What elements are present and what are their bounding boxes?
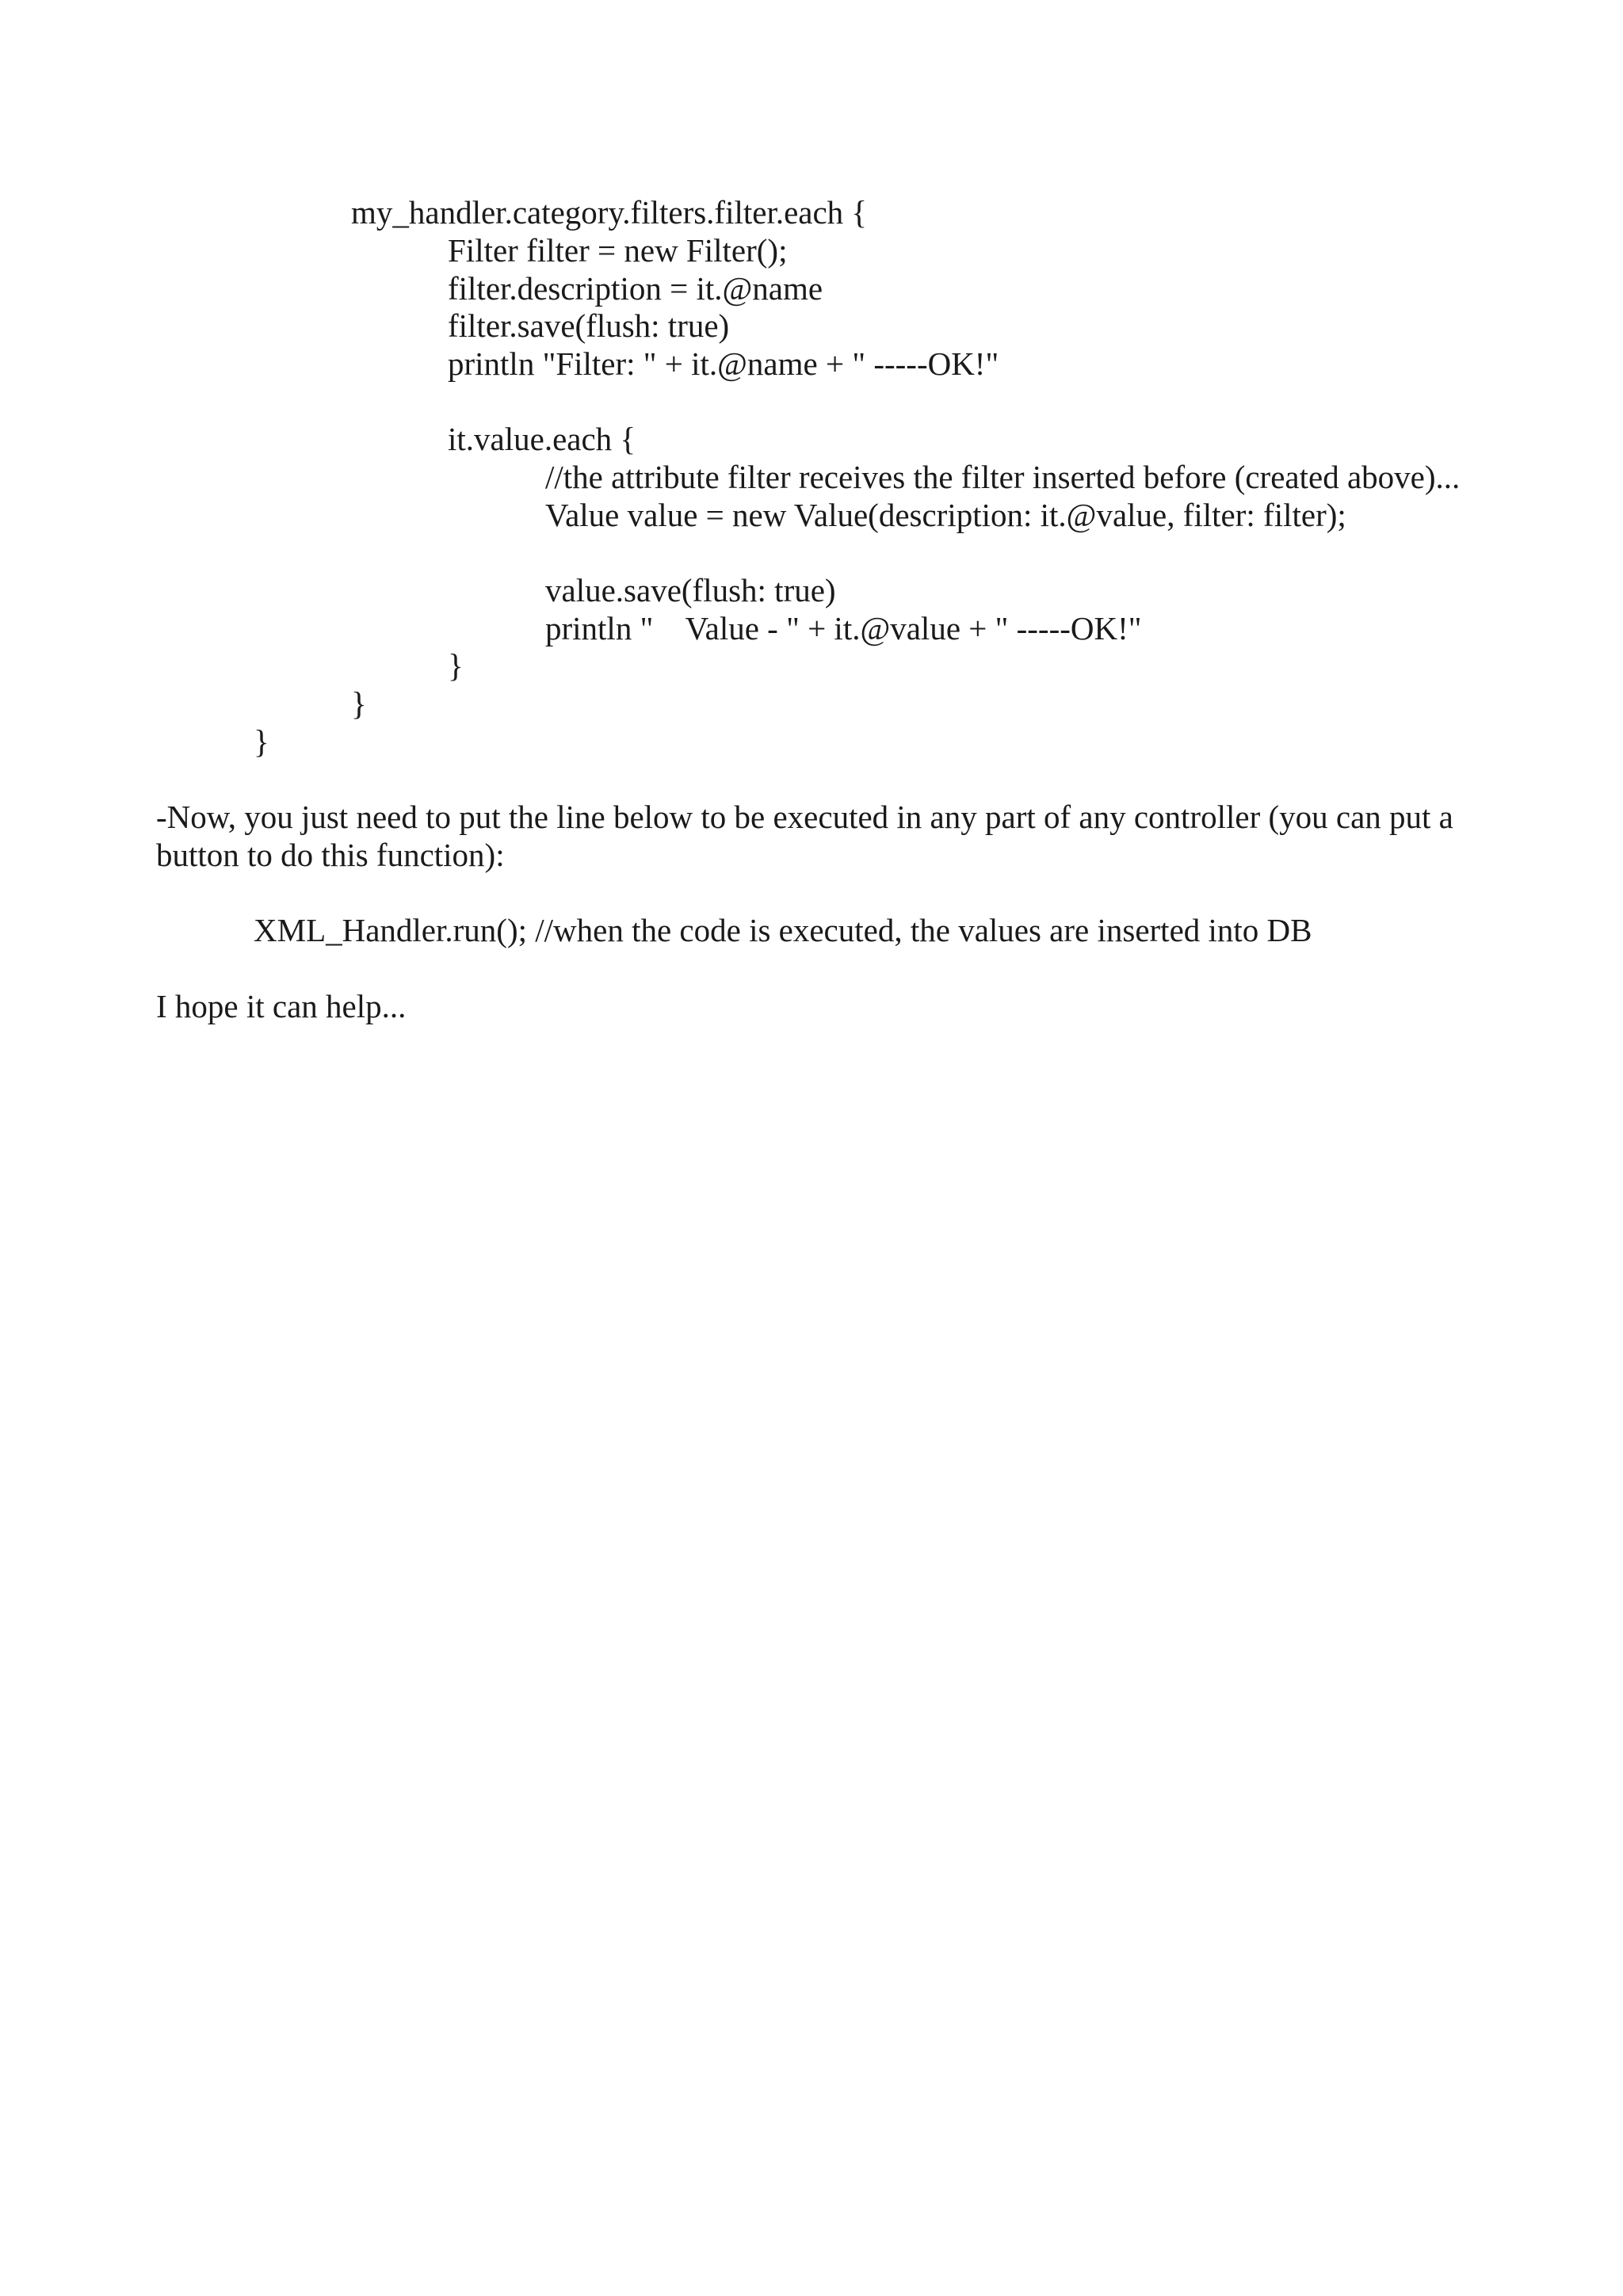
code-line-println-value: println " Value - " + it.@value + " -----OK!" — [545, 610, 1142, 646]
code-line-new-value: Value value = new Value(description: it.@value, filter: filter); — [545, 497, 1346, 533]
code-line-new-filter: Filter filter = new Filter(); — [448, 232, 788, 269]
code-line-value-each: it.value.each { — [448, 421, 636, 457]
code-line-close-middle: } — [351, 685, 367, 722]
run-code-line: XML_Handler.run(); //when the code is executed, the values are inserted into DB — [254, 912, 1312, 948]
code-line-close-outer: } — [254, 723, 269, 760]
code-line-filter-description: filter.description = it.@name — [448, 270, 823, 307]
code-line-value-save: value.save(flush: true) — [545, 572, 836, 608]
code-line-filter-each: my_handler.category.filters.filter.each { — [351, 194, 868, 231]
instruction-paragraph: -Now, you just need to put the line below to be executed in any part of any controller (you can put a button to do this function): — [156, 799, 1453, 873]
code-line-comment: //the attribute filter receives the filter inserted before (created above)... — [545, 459, 1461, 495]
code-line-filter-save: filter.save(flush: true) — [448, 307, 730, 344]
code-line-println-filter: println "Filter: " + it.@name + " -----OK!" — [448, 345, 999, 382]
code-line-close-inner: } — [448, 647, 464, 684]
closing-paragraph: I hope it can help... — [156, 988, 407, 1024]
